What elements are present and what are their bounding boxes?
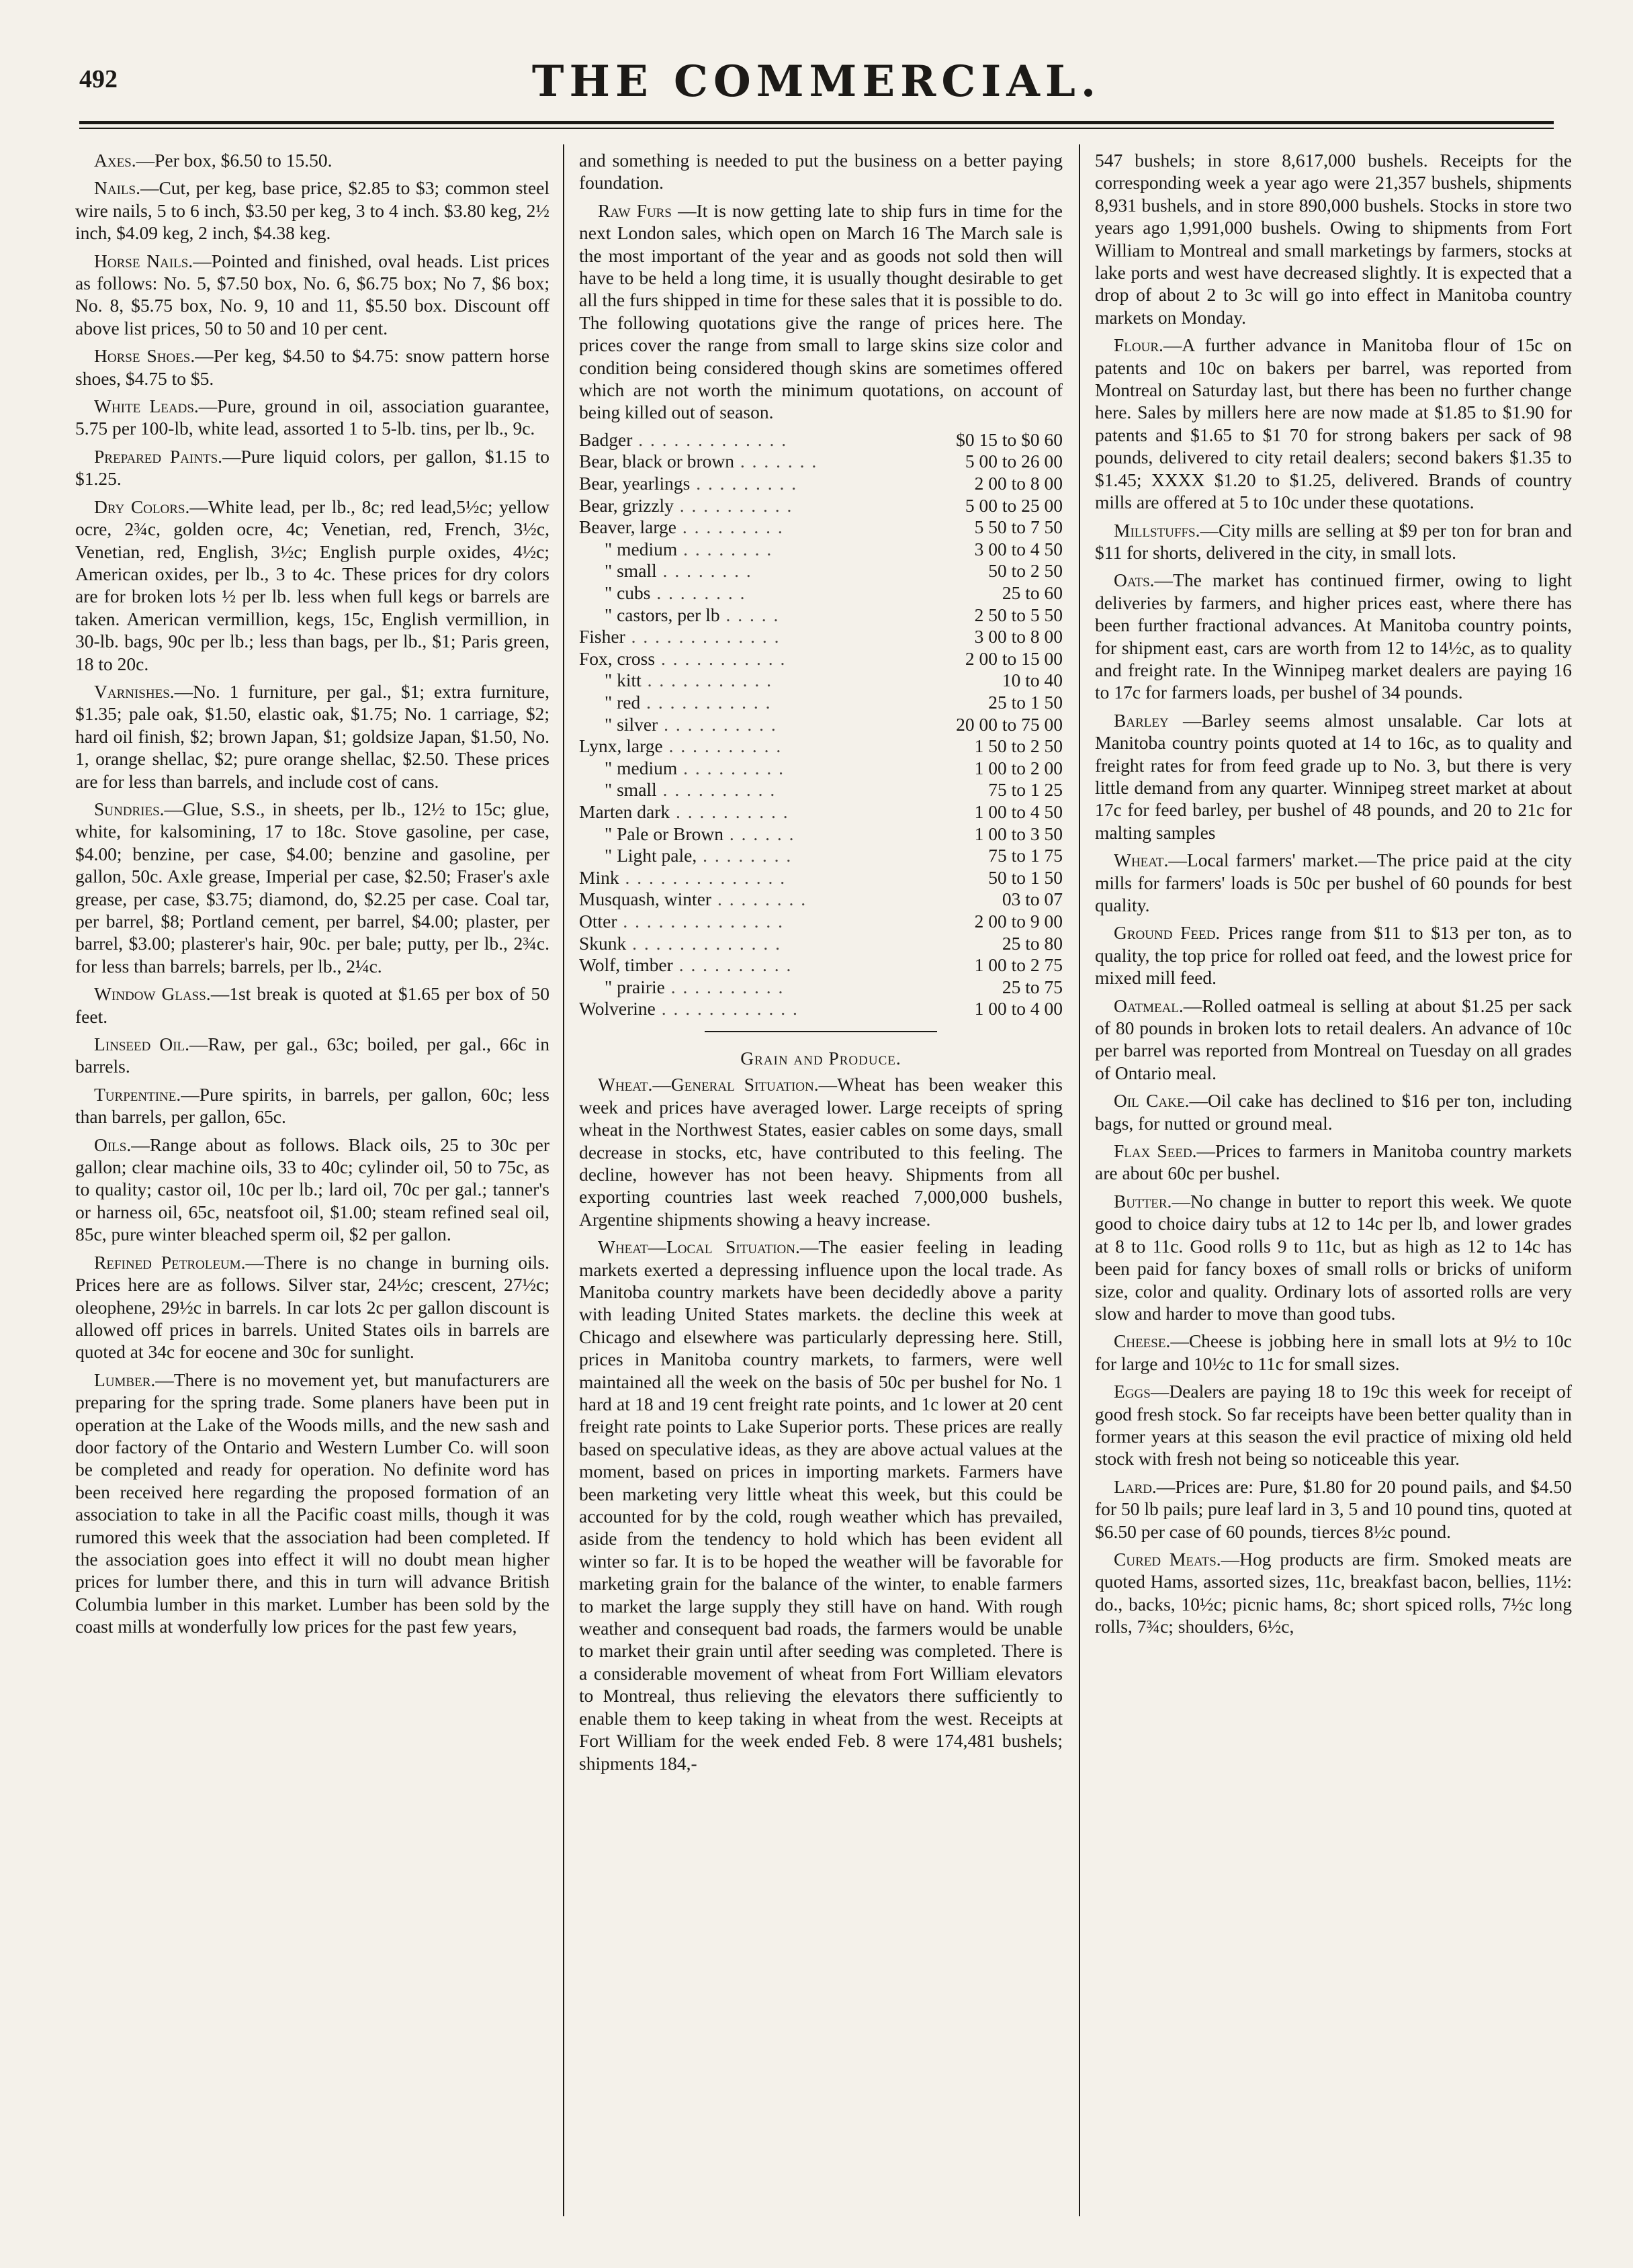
leader-dots: . . . . . . . . . . (656, 779, 777, 801)
article-head: Lard. (1114, 1476, 1157, 1497)
fur-name (579, 539, 869, 561)
leader-dots: . . . . . . . . . . (658, 713, 777, 735)
article-body: —There is no change in burning oils. Prices here are as follows. Silver star, 24½c; crescent, 27½c; oleophene, 29½c in barrels. In car lots 2c per gallon discount is allowed off prices in barrels. United States oils in barrels are quoted at 34c for eocene and 30c for sunlight. (75, 1251, 549, 1363)
section-head: Raw Furs (598, 199, 672, 221)
fur-price: 25 to 1 50 (988, 692, 1063, 713)
article-body: —Local farmers' market.—The price paid at the city mills for farmers' loads is 50c per bushel of 60 pounds for best quality. (1095, 850, 1572, 915)
section-body: —It is now getting late to ship furs in time for the next London sales, which open on March 16 The March sale is the most important of the year and as goods not sold then will have to be held a long time, it is usually thought desirable to get all the furs shipped in time for these sales that it is possible to do. The following quotations give the range of prices here. The prices cover the range from small to large skins size color and condition being considered though skins are sometimes offered which are not worth the minimum quotations, on account of being killed out of season. (579, 199, 1063, 423)
article-body: Prices range from $11 to $13 per ton, as to quality, the top price for rolled oat feed, and the lowest price for mixed mill feed. (1095, 922, 1572, 989)
fur-label: Wolf, timber (579, 954, 673, 976)
fur-price-row (579, 648, 1063, 670)
article-paragraph (579, 1073, 1063, 1230)
article-paragraph (75, 1033, 549, 1078)
article-body: —The market has continued firmer, owing to light deliveries by farmers, and higher prices east, where there has been further fractional advances. At Manitoba country points, for shipment east, cars are worth from 12 to 14½c, as to quality and freight rate. In the Winnipeg market dealers are paying 16 to 17c for farmers loads, per bushel of 34 pounds. (1095, 570, 1572, 703)
fur-price-row (579, 867, 1063, 889)
article-head: Oils. (94, 1134, 132, 1155)
article-paragraph (75, 983, 549, 1028)
leader-dots: . . . . . . . . . . . . . . (619, 866, 787, 888)
article-head: Cured Meats. (1114, 1548, 1221, 1570)
article-body: —Prices are: Pure, $1.80 for 20 pound pails, and $4.50 for 50 lb pails; pure leaf lard in 3, 5 and 10 pound tins, quoted at $6.50 per case of 60 pounds, tierces 8½c pound. (1095, 1476, 1572, 1542)
leader-dots: . . . . . . . . . . . . . (626, 932, 782, 954)
article-paragraph (75, 680, 549, 792)
fur-name (579, 867, 869, 889)
fur-price: 75 to 1 75 (988, 845, 1063, 866)
article-body: —Per keg, $4.50 to $4.75: snow pattern horse shoes, $4.75 to $5. (75, 345, 549, 389)
fur-label: Otter (579, 910, 617, 932)
fur-label: " castors, per lb (605, 604, 720, 625)
article-body: 547 bushels; in store 8,617,000 bushels. Receipts for the corresponding week a year ago were 21,357 bushels, shipments 8,931 bushels, and in store 890,000 bushels. Stocks in store two years ago 1,991,000 bushels. Owing to shipments from Fort William to Montreal and small marketings by farmers, stocks at lake ports and west have decreased slightly. It is expected that a drop of about 2 to 3c will go into effect in Manitoba country markets on Monday. (1095, 150, 1572, 328)
fur-name (579, 911, 869, 933)
article-body: —Hog products are firm. Smoked meats are quoted Hams, assorted sizes, 11c, breakfast bacon, bellies, 11½: do., backs, 10½c; picnic hams, 8c; short spiced rolls, 7½c long rolls, 7¾c; shoulders, 6½c, (1095, 1548, 1572, 1637)
fur-name (579, 429, 869, 451)
article-head: Oatmeal. (1114, 995, 1184, 1016)
fur-price-row (579, 735, 1063, 758)
fur-name (579, 516, 869, 539)
article-paragraph (75, 496, 549, 675)
article-body: —Wheat has been weaker this week and prices have averaged lower. Large receipts of spring wheat in the Northwest States, easier cables on some days, small decrease in stocks, etc, have contributed to this feeling. The decline, however has not been heavy. Shipments from all exporting countries last week reached 7,000,000 bushels, Argentine shipments showing a heavy increase. (579, 1074, 1063, 1230)
fur-price-row (579, 758, 1063, 780)
leader-dots: . . . . . . . . . . (672, 954, 793, 976)
fur-label: Lynx, large (579, 735, 663, 757)
article-head: Flax Seed. (1114, 1140, 1197, 1162)
fur-price: 5 00 to 26 00 (965, 451, 1063, 472)
fur-price-row (579, 911, 1063, 933)
article-head: Nails. (94, 177, 140, 199)
article-head: Flour. (1114, 334, 1163, 356)
fur-name (579, 451, 869, 473)
leader-dots: . . . . . (719, 604, 780, 625)
fur-price-row (579, 801, 1063, 823)
fur-price: 03 to 07 (1002, 889, 1063, 910)
article-head: Cheese. (1114, 1330, 1171, 1352)
article-head: Millstuffs. (1114, 519, 1200, 541)
article-paragraph (75, 395, 549, 440)
fur-label: Fox, cross (579, 647, 656, 669)
article-body: —Range about as follows. Black oils, 25 to 30c per gallon; clear machine oils, 33 to 40c; cylinder oil, 50 to 75c, as to quality; castor oil, 10c per lb.; lard oil, 70c per gal.; tanner's or harness oil, 65c, neatsfoot oil, $1.00; steam refined seal oil, 85c, pure winter bleached sperm oil, $2 per gallon. (75, 1134, 549, 1245)
article-head: Wheat.—General Situation. (598, 1074, 819, 1095)
article-body: —There is no movement yet, but manufacturers are preparing for the spring trade. Some planers have been put in operation at the Lake of the Woods mills, and the new sash and door factory of the Ontario and Western Lumber Co. will soon be completed and ready for operation. No definite word has been received here regarding the proposed formation of an association to take in all the Pacific coast mills, though it was rumored this week that the association had been completed. If the association goes into effect it will no doubt mean higher prices for lumber there, and this in turn will advance British Columbia lumber in this market. Lumber has been sold by the coast mills at wonderfully low prices for the past few years, (75, 1369, 549, 1637)
article-body: —Cheese is jobbing here in small lots at 9½ to 10c for large and 10½c to 11c for small sizes. (1095, 1330, 1572, 1374)
fur-price: $0 15 to $0 60 (956, 428, 1063, 450)
fur-price: 25 to 75 (1002, 976, 1063, 997)
fur-price: 1 00 to 2 00 (974, 757, 1063, 778)
leader-dots: . . . . . . . . . . (673, 494, 793, 516)
leader-dots: . . . . . . . . (711, 889, 807, 910)
article-paragraph (75, 798, 549, 977)
fur-price-row (579, 954, 1063, 977)
fur-price: 2 50 to 5 50 (974, 604, 1063, 625)
leader-dots: . . . . . . . . . . . (655, 647, 787, 669)
fur-label: Bear, yearlings (579, 473, 691, 494)
fur-price: 75 to 1 25 (988, 779, 1063, 801)
fur-name (579, 823, 869, 846)
continued-paragraph: and something is needed to put the business on a better paying foundation. (579, 150, 1063, 193)
fur-label: " Light pale, (605, 845, 697, 866)
fur-label: Musquash, winter (579, 889, 712, 910)
leader-dots: . . . . . . . . . . . . . (632, 428, 788, 450)
fur-price-row (579, 604, 1063, 627)
fur-name (579, 495, 869, 517)
article-head: Horse Nails. (94, 250, 193, 271)
fur-label: Bear, black or brown (579, 451, 735, 472)
fur-price: 1 00 to 3 50 (974, 823, 1063, 844)
fur-price-row (579, 473, 1063, 495)
column-divider (563, 144, 564, 2216)
article-body: —Barley seems almost unsalable. Car lots at Manitoba country points quoted at 14 to 16c, as to quality and freight rates for from feed grade up to No. 3, but there is very little demand from any quarter. Winnipeg street market at about 17c for feed barley, per bushel of 48 pounds, and 20 to 21c for malting samples (1095, 709, 1572, 843)
fur-price-row (579, 823, 1063, 846)
fur-price-row (579, 779, 1063, 801)
article-body: —Glue, S.S., in sheets, per lb., 12½ to 15c; glue, white, for kalsomining, 17 to 18c. Stove gasoline, per case, $4.00; benzine, per case, $4.00; benzine and gasoline, per gallon, 50c. Axle grease, Imperial per case, $2.50; Fraser's axle grease, per case, $3.75; diamond, do, $2.25 per case. Coal tar, per barrel, $8; Portland cement, per barrel, $4.00; plaster, per barrel, $3.00; plasterer's hair, 90c. per bale; putty, per lb., 2¾c. for less than barrels; barrels, per lb., 2¼c. (75, 798, 549, 977)
fur-name (579, 845, 869, 867)
fur-price: 1 00 to 4 00 (974, 998, 1063, 1019)
fur-label: Wolverine (579, 998, 656, 1019)
article-paragraph (75, 1251, 549, 1363)
fur-price: 5 50 to 7 50 (974, 516, 1063, 538)
fur-label: Mink (579, 866, 619, 888)
article-head: Lumber. (94, 1369, 156, 1390)
leader-dots: . . . . . . . . . (677, 757, 785, 778)
article-paragraph (1095, 1190, 1572, 1324)
article-body: —Per box, $6.50 to 15.50. (136, 150, 333, 171)
fur-label: Beaver, large (579, 516, 676, 538)
leader-dots: . . . . . . . . . (676, 516, 784, 538)
article-body: —1st break is quoted at $1.65 per box of 50 feet. (75, 983, 549, 1027)
fur-label: " red (605, 692, 641, 713)
fur-name (579, 670, 869, 692)
fur-name (579, 998, 869, 1020)
fur-price-row (579, 977, 1063, 999)
article-head: Prepared Paints. (94, 445, 223, 467)
article-head: Barley (1114, 709, 1169, 731)
article-head: White Leads. (94, 396, 199, 417)
article-paragraph (1095, 1330, 1572, 1375)
fur-label: " kitt (605, 670, 642, 691)
article-paragraph (1095, 709, 1572, 844)
article-head: Sundries. (94, 798, 165, 819)
fur-label: Badger (579, 428, 633, 450)
fur-price: 2 00 to 9 00 (974, 910, 1063, 932)
fur-price-row (579, 539, 1063, 561)
fur-price-row (579, 560, 1063, 582)
leader-dots: . . . . . . . . (650, 582, 746, 604)
article-body: —Raw, per gal., 63c; boiled, per gal., 66c in barrels. (75, 1034, 549, 1077)
article-head: Refined Petroleum. (94, 1251, 246, 1273)
article-head: Wheat—Local Situation. (598, 1236, 800, 1258)
fur-price-row (579, 933, 1063, 955)
column-middle (579, 149, 1063, 2218)
fur-label: " small (605, 779, 657, 801)
fur-price: 25 to 80 (1002, 932, 1063, 954)
article-paragraph (75, 1369, 549, 1638)
fur-price-table (579, 429, 1063, 1020)
article-paragraph (75, 177, 549, 244)
grain-articles (579, 1073, 1063, 1774)
fur-price-row (579, 626, 1063, 648)
article-paragraph (579, 1236, 1063, 1774)
fur-label: " medium (605, 538, 678, 559)
leader-dots: . . . . . . . . (697, 845, 793, 866)
article-paragraph (75, 1083, 549, 1128)
fur-price-row (579, 670, 1063, 692)
raw-furs-paragraph (579, 199, 1063, 424)
fur-name (579, 977, 869, 999)
fur-label: " prairie (605, 976, 665, 997)
masthead-title: THE COMMERCIAL. (531, 56, 1102, 107)
article-body: —Cut, per keg, base price, $2.85 to $3; common steel wire nails, 5 to 6 inch, $3.50 per keg, 3 to 4 inch. $3.80 keg, 2½ inch, $4.09 keg, 2 inch, $4.38 keg. (75, 177, 549, 244)
article-head: Eggs (1114, 1381, 1151, 1402)
grain-produce-heading: Grain and Produce. (740, 1047, 901, 1069)
fur-label: " medium (605, 757, 678, 778)
article-paragraph (1095, 149, 1572, 328)
article-head: Linseed Oil. (94, 1034, 190, 1055)
article-body: —Pure spirits, in barrels, per gallon, 60c; less than barrels, per gallon, 65c. (75, 1083, 549, 1128)
fur-price: 1 00 to 4 50 (974, 801, 1063, 822)
fur-price: 2 00 to 8 00 (974, 473, 1063, 494)
fur-name (579, 758, 869, 780)
article-paragraph (1095, 1089, 1572, 1134)
article-head: Varnishes. (94, 680, 175, 702)
article-body: —Dealers are paying 18 to 19c this week for receipt of good fresh stock. So far receipts have been better quality than in former years at this season the evil practice of mixing old held stock with fresh not being so noticeable this year. (1095, 1381, 1572, 1469)
fur-label: " Pale or Brown (605, 823, 723, 844)
fur-price: 50 to 1 50 (988, 866, 1063, 888)
article-body: —Pure, ground in oil, association guarantee, 5.75 per 100-lb, white lead, assorted 1 to 5-lb. tins, per lb., 9c. (75, 396, 549, 439)
fur-name (579, 714, 869, 736)
leader-dots: . . . . . . . . . . (670, 801, 789, 822)
article-paragraph (1095, 519, 1572, 564)
fur-name (579, 889, 869, 911)
fur-price-row (579, 582, 1063, 604)
fur-price: 1 00 to 2 75 (974, 954, 1063, 976)
fur-label: " cubs (605, 582, 651, 604)
article-paragraph (1095, 1140, 1572, 1185)
fur-name (579, 473, 869, 495)
fur-name (579, 648, 869, 670)
fur-price-row (579, 845, 1063, 867)
fur-price: 1 50 to 2 50 (974, 735, 1063, 757)
fur-name (579, 801, 869, 823)
article-head: Dry Colors. (94, 496, 190, 517)
fur-label: Fisher (579, 626, 625, 647)
fur-price-row (579, 495, 1063, 517)
fur-label: Bear, grizzly (579, 494, 674, 516)
fur-name (579, 604, 869, 627)
fur-price-row (579, 429, 1063, 451)
article-paragraph (1095, 1548, 1572, 1638)
article-head: Wheat. (1114, 850, 1169, 871)
leader-dots: . . . . . . . . (677, 538, 773, 559)
leader-dots: . . . . . . (723, 823, 795, 844)
article-body: —Pointed and finished, oval heads. List prices as follows: No. 5, $7.50 box, No. 6, $6.75 box; No 7, $6 box; No. 8, $5.75 box, No. 9, 10 and 11, $5.50 box. Discount off above list prices, 50 to 50 and 10 per cent. (75, 250, 549, 338)
article-body: —City mills are selling at $9 per ton for bran and $11 for shorts, delivered in the city, in small lots. (1095, 519, 1572, 563)
article-head: Oil Cake. (1114, 1090, 1190, 1112)
fur-price-row (579, 692, 1063, 714)
fur-price: 5 00 to 25 00 (965, 494, 1063, 516)
article-body: —A further advance in Manitoba flour of 15c on patents and 10c on bakers per barrel, was reported from Montreal on Saturday last, but there has been no further change here. Sales by millers here are now made at $1.85 to $1.90 for patents and $1.65 to $1 70 for strong bakers per sack of 98 pounds, delivered to city retail dealers; second bakers $1.35 to $1.45; XXXX $1.20 to $1.25, delivered. Brands of country mills are offered at 5 to 10c under these quotations. (1095, 334, 1572, 513)
fur-name (579, 692, 869, 714)
article-paragraph (1095, 569, 1572, 703)
fur-price: 50 to 2 50 (988, 560, 1063, 582)
column-divider (1079, 144, 1080, 2216)
leader-dots: . . . . . . . . . . . (640, 692, 772, 713)
article-head: Horse Shoes. (94, 345, 195, 367)
article-paragraph (1095, 1380, 1572, 1470)
leader-dots: . . . . . . . . . . . (641, 670, 773, 691)
section-divider (705, 1031, 937, 1032)
fur-name (579, 735, 869, 758)
fur-price-row (579, 451, 1063, 473)
fur-name (579, 626, 869, 648)
leader-dots: . . . . . . . . . . (662, 735, 783, 757)
article-paragraph (1095, 921, 1572, 989)
fur-price: 3 00 to 4 50 (974, 538, 1063, 559)
article-body: —Oil cake has declined to $16 per ton, including bags, for nutted or ground meal. (1095, 1090, 1572, 1134)
article-paragraph (75, 1134, 549, 1246)
leader-dots: . . . . . . . . . . . . . . (617, 910, 785, 932)
fur-price: 3 00 to 8 00 (974, 626, 1063, 647)
fur-name (579, 933, 869, 955)
fur-label: " small (605, 560, 657, 582)
fur-name (579, 779, 869, 801)
page-number: 492 (79, 65, 118, 93)
article-head: Butter. (1114, 1190, 1172, 1212)
article-body: —No change in butter to report this week. We quote good to choice dairy tubs at 12 to 14c per lb, and lower grades at 8 to 11c. Good rolls 9 to 11c, but as high as 12 to 14c has been paid for fancy boxes of small rolls or bricks of uniform size, color and quality. Ordinary lots of assorted rolls are very slow and harder to move than good tubs. (1095, 1190, 1572, 1324)
leader-dots: . . . . . . . (734, 451, 818, 472)
fur-label: Marten dark (579, 801, 670, 822)
fur-name (579, 560, 869, 582)
article-paragraph (1095, 849, 1572, 916)
article-body: —The easier feeling in leading markets exerted a depressing influence upon the local trade. As Manitoba country markets have been decidedly above a parity with leading United States markets. the decline this week at Chicago and elsewhere was particularly depressing here. Still, prices in Manitoba country markets, to farmers, were well maintained all the week on the basis of 50c per bushel for No. 1 hard at 18 and 19 cent freight rate points, and 1c lower at 20 cent freight rate points to Lake Superior ports. These prices are really based on speculative ideas, as they are above actual values at the moment, based on prices in importing markets. Farmers have been marketing very little wheat this week, but this could be accounted for by the cold, rough weather which has prevailed, aside from the tendency to hold which has been evident all winter so far. It is to be hoped the weather will be favorable for marketing grain for the balance of the winter, to enable farmers to market the large supply they still have on hand. With rough weather and consequent bad roads, the farmers would be unable to market their grain until after seeding was completed. There is a considerable movement of wheat from Fort William elevators to Montreal, thus relieving the elevators there sufficiently to enable them to keep taking in wheat from the west. Receipts at Fort William for the week ended Feb. 8 were 174,481 bushels; shipments 184,- (579, 1236, 1063, 1774)
fur-price-row (579, 998, 1063, 1020)
column-right (1095, 149, 1572, 2218)
masthead-rule-thin (79, 128, 1554, 129)
fur-name (579, 954, 869, 977)
fur-price: 20 00 to 75 00 (956, 713, 1063, 735)
article-paragraph (1095, 995, 1572, 1085)
fur-label: " silver (605, 713, 658, 735)
article-body: —Rolled oatmeal is selling at about $1.25 per sack of 80 pounds in broken lots to retail dealers. An advance of 10c per barrel was reported from Montreal on Tuesday on all grades of Ontario meal. (1095, 995, 1572, 1083)
fur-price: 10 to 40 (1002, 670, 1063, 691)
leader-dots: . . . . . . . . (656, 560, 752, 582)
leader-dots: . . . . . . . . . (690, 473, 798, 494)
fur-price: 25 to 60 (1002, 582, 1063, 604)
article-body: —Prices to farmers in Manitoba country markets are about 60c per bushel. (1095, 1140, 1572, 1184)
article-head: Axes. (94, 150, 136, 171)
fur-price: 2 00 to 15 00 (965, 647, 1063, 669)
fur-label: Skunk (579, 932, 627, 954)
article-body: —No. 1 furniture, per gal., $1; extra furniture, $1.35; pale oak, $1.50, elastic oak, $1.75; No. 1 carriage, $2; hard oil finish, $2; brown Japan, $1; goldsize Japan, $1.50, No. 1, orange shellac, $2; pure orange shellac, $2.50. These prices are for less than barrels, and include cost of cans. (75, 680, 549, 792)
fur-price-row (579, 516, 1063, 539)
article-paragraph (1095, 1476, 1572, 1543)
article-head: Oats. (1114, 570, 1155, 591)
fur-price-row (579, 889, 1063, 911)
masthead-rule (79, 121, 1554, 124)
article-body: —White lead, per lb., 8c; red lead,5½c; yellow ocre, 2¾c, golden ocre, 4c; Venetian, red, French, 3½c, Venetian, red, English, 3½c; English purple oxides, 4½c; American oxides, per lb., 3 to 4c. These prices for dry colors are for broken lots ½ per lb. less when full kegs or barrels are taken. American vermillion, kegs, 15c, English vermillion, in 30-lb. bags, 90c per lb.; less than bags, per lb., $1; Paris green, 18 to 20c. (75, 496, 549, 674)
leader-dots: . . . . . . . . . . (664, 976, 785, 997)
leader-dots: . . . . . . . . . . . . (655, 998, 799, 1019)
article-head: Ground Feed. (1114, 922, 1221, 944)
article-paragraph (75, 250, 549, 340)
article-head: Window Glass. (94, 983, 211, 1005)
article-paragraph (1095, 334, 1572, 513)
article-paragraph (75, 445, 549, 490)
fur-name (579, 582, 869, 604)
article-paragraph (75, 345, 549, 390)
column-left (75, 149, 549, 2218)
article-body: —Pure liquid colors, per gallon, $1.15 to $1.25. (75, 445, 549, 490)
leader-dots: . . . . . . . . . . . . . (625, 626, 781, 647)
article-head: Turpentine. (94, 1083, 181, 1105)
article-paragraph (75, 149, 549, 171)
fur-price-row (579, 714, 1063, 736)
